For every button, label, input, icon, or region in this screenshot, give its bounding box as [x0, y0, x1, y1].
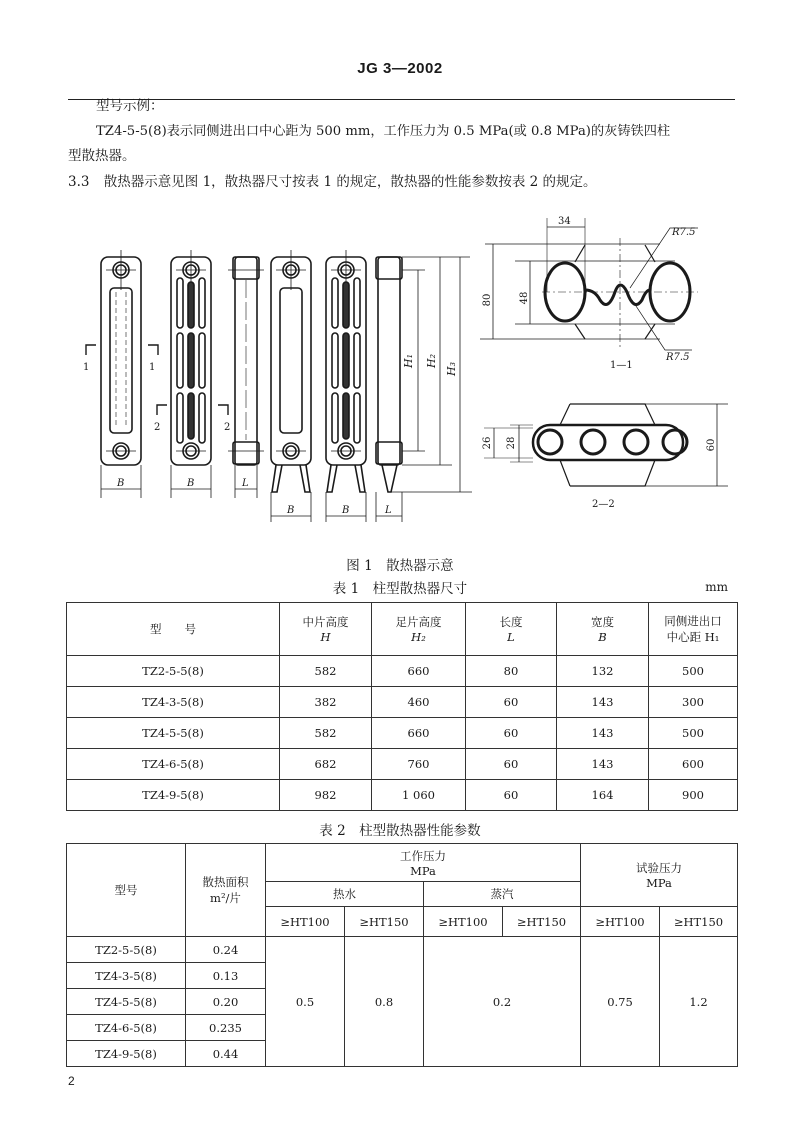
header-model: 型号 [67, 844, 186, 937]
dim-label-h3: H₃ [445, 361, 458, 376]
cell: 1 060 [372, 780, 466, 811]
table-1-header-row [67, 603, 738, 656]
cell: 460 [372, 687, 466, 718]
table-1-caption: 表 1 柱型散热器尺寸 [332, 581, 468, 597]
clause-text: 散热器示意见图 1，散热器尺寸按表 1 的规定，散热器的性能参数按表 2 的规定。 [103, 174, 597, 190]
cell: TZ4-6-5(8) [67, 749, 280, 780]
cell: 582 [280, 656, 372, 687]
radiator-view-3-with-feet [271, 250, 311, 492]
dim-label-28: 28 [506, 436, 517, 450]
cell: 682 [280, 749, 372, 780]
section-1-1 [480, 218, 698, 350]
grade-header: ≥HT150 [503, 907, 581, 937]
cell: TZ2-5-5(8) [67, 656, 280, 687]
table-1-dimensions [66, 602, 738, 811]
dim-label-48: 48 [519, 291, 530, 305]
cell: 80 [466, 656, 557, 687]
cell: 660 [372, 718, 466, 749]
section-mark-2-left: 2 [154, 422, 161, 433]
header-steam: 蒸汽 [424, 882, 581, 907]
standard-code-header: JG 3—2002 [357, 60, 443, 77]
dim-label-h2: H₂ [425, 353, 438, 368]
cell-hot-water-ht150: 0.8 [345, 937, 424, 1067]
cell-hot-water-ht100: 0.5 [266, 937, 345, 1067]
cell-model: TZ4-3-5(8) [67, 963, 186, 989]
table-row [67, 656, 738, 687]
cell: 143 [557, 687, 649, 718]
cell: 143 [557, 718, 649, 749]
table-row [67, 749, 738, 780]
height-dimension-lines [391, 257, 472, 492]
cell: TZ4-9-5(8) [67, 780, 280, 811]
cell-test-ht100: 0.75 [581, 937, 660, 1067]
clause-number: 3.3 [68, 174, 90, 190]
header-b: 宽度 B [557, 603, 649, 656]
cell: 582 [280, 718, 372, 749]
dim-label-h1: H₁ [402, 353, 415, 368]
cell-test-ht150: 1.2 [660, 937, 738, 1067]
page-number: 2 [68, 1074, 75, 1088]
cell-model: TZ4-6-5(8) [67, 1015, 186, 1041]
section-mark-1-right: 1 [149, 362, 156, 373]
dim-label-60: 60 [706, 438, 717, 452]
grade-header: ≥HT100 [424, 907, 503, 937]
table-1-unit: mm [705, 580, 728, 594]
cell: 500 [649, 718, 738, 749]
header-h1: 同侧进出口 中心距 H₁ [649, 603, 738, 656]
radiator-side-view-2 [376, 257, 402, 492]
section-label-2-2: 2—2 [592, 499, 615, 510]
dim-label-80: 80 [482, 293, 493, 307]
cell: 300 [649, 687, 738, 718]
section-marks [86, 345, 228, 415]
cell: 760 [372, 749, 466, 780]
dim-label-b: B [287, 505, 295, 516]
section-drawings [470, 200, 750, 520]
section-mark-2-right: 2 [224, 422, 231, 433]
grade-header: ≥HT150 [660, 907, 738, 937]
radiator-view-1 [101, 250, 141, 465]
header-working-pressure: 工作压力 MPa [266, 844, 581, 882]
grade-header: ≥HT100 [581, 907, 660, 937]
cell: 143 [557, 749, 649, 780]
cell: 60 [466, 687, 557, 718]
dim-label-l: L [242, 478, 249, 489]
table-2-caption: 表 2 柱型散热器性能参数 [319, 823, 481, 839]
cell: 600 [649, 749, 738, 780]
cell: TZ4-3-5(8) [67, 687, 280, 718]
dim-label-b: B [117, 478, 125, 489]
figure-1-caption: 图 1 散热器示意 [346, 558, 454, 574]
cell: 60 [466, 718, 557, 749]
section-mark-1-left: 1 [83, 362, 90, 373]
table-row [67, 687, 738, 718]
header-rule [68, 99, 735, 100]
table-row [67, 937, 738, 963]
grade-header: ≥HT150 [345, 907, 424, 937]
cell: 132 [557, 656, 649, 687]
cell: 382 [280, 687, 372, 718]
cell-area: 0.20 [186, 989, 266, 1015]
cell: 60 [466, 780, 557, 811]
table-2-performance [66, 843, 738, 1067]
radiator-elevation-drawings [60, 200, 480, 530]
cell-model: TZ2-5-5(8) [67, 937, 186, 963]
header-l: 长度 L [466, 603, 557, 656]
cell: 60 [466, 749, 557, 780]
header-test-pressure: 试验压力 MPa [581, 844, 738, 907]
cell: 500 [649, 656, 738, 687]
example-heading: 型号示例： [96, 98, 164, 114]
header-heat-area: 散热面积 m²/片 [186, 844, 266, 937]
example-line-1: TZ4-5-5(8)表示同侧进出口中心距为 500 mm，工作压力为 0.5 MPa(或 0.8 MPa)的灰铸铁四柱 [96, 124, 671, 139]
cell: 982 [280, 780, 372, 811]
grade-header: ≥HT100 [266, 907, 345, 937]
example-line-2: 型散热器。 [68, 148, 136, 164]
table-row [67, 780, 738, 811]
clause-3-3 [68, 170, 597, 195]
cell-area: 0.235 [186, 1015, 266, 1041]
cell-area: 0.44 [186, 1041, 266, 1067]
header-h2: 足片高度 H₂ [372, 603, 466, 656]
header-h: 中片高度 H [280, 603, 372, 656]
cell: TZ4-5-5(8) [67, 718, 280, 749]
dim-label-26: 26 [482, 436, 493, 450]
cell-model: TZ4-5-5(8) [67, 989, 186, 1015]
dim-label-l: L [385, 505, 392, 516]
dim-label-b: B [342, 505, 350, 516]
section-label-1-1: 1—1 [610, 360, 633, 371]
table-row [67, 718, 738, 749]
cell-steam: 0.2 [424, 937, 581, 1067]
dim-label-b: B [187, 478, 195, 489]
radius-label-bottom: R7.5 [666, 352, 690, 363]
header-model: 型 号 [67, 603, 280, 656]
cell-area: 0.13 [186, 963, 266, 989]
dim-label-34: 34 [558, 216, 571, 227]
cell-area: 0.24 [186, 937, 266, 963]
radius-label-top: R7.5 [672, 227, 696, 238]
section-2-2 [484, 404, 728, 486]
radiator-view-4-with-feet [326, 250, 366, 492]
cell: 164 [557, 780, 649, 811]
radiator-side-view-1 [228, 257, 264, 465]
cell: 900 [649, 780, 738, 811]
cell-model: TZ4-9-5(8) [67, 1041, 186, 1067]
radiator-view-2 [171, 250, 211, 465]
cell: 660 [372, 656, 466, 687]
header-hot-water: 热水 [266, 882, 424, 907]
